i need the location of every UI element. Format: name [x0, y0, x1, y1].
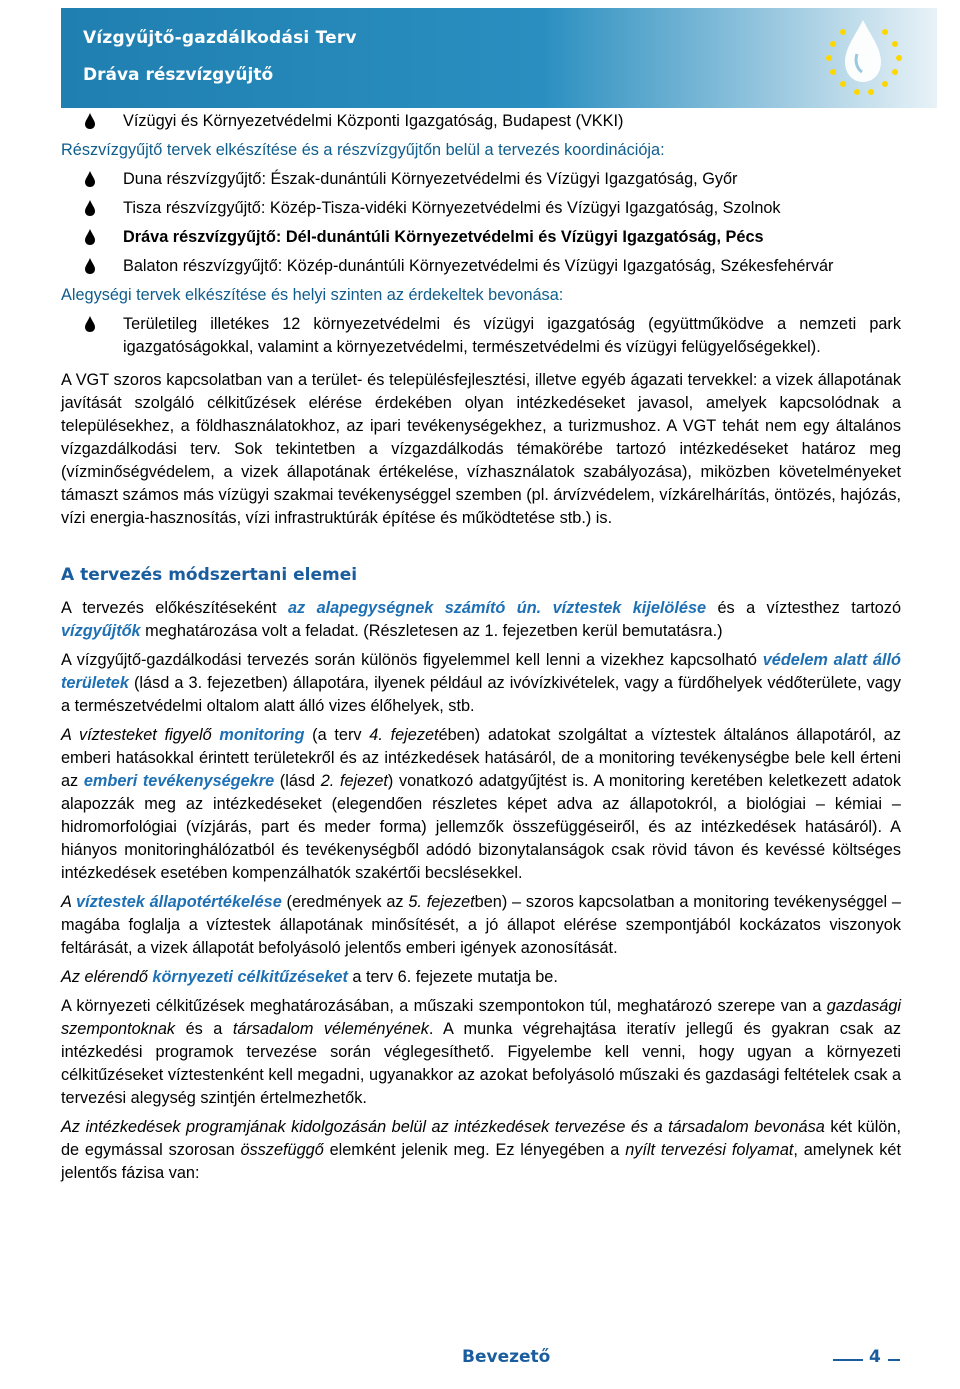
- section-heading: Alegységi tervek elkészítése és helyi szinten az érdekeltek bevonása:: [61, 286, 564, 304]
- paragraph: [61, 966, 901, 989]
- text-run: meghatározása volt a feladat. (Részletesen az 1. fejezetben kerül bemutatásra.): [140, 622, 723, 640]
- emphasis: az alapegységnek számító ún. víztestek kijelölése: [287, 599, 707, 617]
- section-title: A tervezés módszertani elemei: [61, 565, 358, 585]
- paragraph: [61, 891, 901, 960]
- footer-chapter-label: Bevezető: [462, 1347, 551, 1367]
- paragraph: [61, 597, 901, 643]
- text-run: a terv 6. fejezete mutatja be.: [347, 968, 558, 986]
- emphasis: társadalom véleményének: [232, 1020, 429, 1038]
- page-header: [61, 8, 937, 108]
- paragraph: [61, 1116, 901, 1185]
- emphasis: gazdasági szempontoknak: [61, 997, 901, 1038]
- list-item: [61, 313, 901, 359]
- section-heading: Részvízgyűjtő tervek elkészítése és a részvízgyűjtőn belül a tervezés koordinációja:: [61, 141, 665, 159]
- text-run: ben) – szoros kapcsolatban a monitoring tevékenységgel – magába foglalja a víztestek állapotának minősítését, a jó állapot elérése szempontjából kockázatos viszonyok feltárását, a vizek állapotát befolyásoló jelentős emberi igények azonosítását.: [61, 893, 901, 957]
- list-item-text: Balaton részvízgyűjtő: Közép-dunántúli Környezetvédelmi és Vízügyi Igazgatóság, Székesfehérvár: [123, 257, 834, 275]
- document-body: [61, 110, 901, 1191]
- list-item: [61, 226, 901, 249]
- text-run: ében) adatokat szolgáltat a víztestek általános állapotáról, az emberi hatásokkal érintett területekről és az intézkedések hatásáról, de a monitoring tevékenységbe bele kell érteni az: [61, 726, 901, 790]
- text-run: és a víztesthez tartozó: [706, 599, 901, 617]
- emphasis: nyílt tervezési folyamat: [625, 1141, 794, 1159]
- eu-water-drop-logo-icon: [815, 14, 911, 102]
- text-run: és a: [175, 1020, 233, 1038]
- list-item: [61, 110, 901, 133]
- text-run: , amelynek két jelentős fázisa van:: [61, 1141, 901, 1182]
- list-item: [61, 255, 901, 278]
- list-item-text: Tisza részvízgyűjtő: Közép-Tisza-vidéki Környezetvédelmi és Vízügyi Igazgatóság, Szolnok: [123, 199, 781, 217]
- text-run: ) vonatkozó adatgyűjtést is. A monitoring keretében keletkezett adatok alapozzák meg az intézkedéseket (elegendően részletes képet adva az állapotokról, a biológiai – kémiai – hidromorfológiai (vízjárás, part és meder forma) jellemzők összefüggéseiről, és az intézkedések hatásáról). A hiányos monitoringhálózatból és tevékenységből adódó bizonytalanságok csak rövid távon és kevéssé költséges intézkedések esetében kompenzálhatók szakértői becslésekkel.: [61, 772, 901, 882]
- header-title: Vízgyűjtő-gazdálkodási Terv: [83, 28, 357, 48]
- emphasis: víztestek állapotértékelése: [76, 893, 282, 911]
- emphasis: összefüggő: [240, 1141, 324, 1159]
- bullet-drop-icon: [83, 112, 97, 130]
- text-run: Az elérendő: [61, 968, 153, 986]
- list-item-text: Duna részvízgyűjtő: Észak-dunántúli Környezetvédelmi és Vízügyi Igazgatóság, Győr: [123, 170, 738, 188]
- paragraph: [61, 995, 901, 1110]
- list-item: [61, 197, 901, 220]
- text-run: (eredmények az: [281, 893, 409, 911]
- text-run: elemként jelenik meg. Ez lényegében a: [323, 1141, 626, 1159]
- text-run: A: [61, 893, 77, 911]
- text-run: (a terv: [304, 726, 370, 744]
- bullet-drop-icon: [83, 199, 97, 217]
- emphasis: emberi tevékenységekre: [83, 772, 275, 790]
- text-run: A környezeti célkitűzések meghatározásában, a műszaki szempontokon túl, meghatározó szerepe van a: [61, 997, 827, 1015]
- paragraph: A VGT szoros kapcsolatban van a terület- és településfejlesztési, illetve egyéb ágazati tervekkel: a vizek állapotának javítását szolgáló célkitűzések elérése érdekében olyan intézkedéseket javasol, amelyek kapcsolódnak a településekhez, a földhasználatokhoz, az ipari tevékenységekhez, a turizmushoz. A VGT tehát nem egy általános vízgazdálkodási terv. Sok tekintetben a vízgazdálkodás témakörébe tartozó intézkedéseket határoz meg (vízminőségvédelem, a vizek állapotának értékelése, vízhasználatok szabályozása), miközben követelményeket támaszt számos más vízügyi szakmai tevékenységgel szemben (pl. árvízvédelem, vízkárelhárítás, öntözés, hajózás, vízi energia-hasznosítás, vízi infrastruktúrák építése és működtetése stb.) is.: [61, 371, 901, 527]
- bullet-drop-icon: [83, 315, 97, 333]
- emphasis: monitoring: [219, 726, 305, 744]
- paragraph: [61, 724, 901, 885]
- paragraph: [61, 649, 901, 718]
- emphasis: 4. fejezet: [369, 726, 439, 744]
- text-run: (lásd: [274, 772, 321, 790]
- list-item: [61, 168, 901, 191]
- emphasis: 5. fejezet: [408, 893, 475, 911]
- emphasis: Az intézkedések programjának kidolgozásán belül az intézkedések tervezése és a társadalom bevonása: [61, 1118, 825, 1136]
- emphasis: vízgyűjtők: [61, 622, 141, 640]
- header-subtitle: Dráva részvízgyűjtő: [83, 65, 274, 85]
- text-run: A tervezés előkészítéseként: [61, 599, 288, 617]
- page-number: 4: [869, 1347, 881, 1367]
- bullet-drop-icon: [83, 170, 97, 188]
- footer-divider: [888, 1359, 900, 1361]
- emphasis: környezeti célkitűzéseket: [152, 968, 348, 986]
- footer-divider: [833, 1359, 863, 1361]
- text-run: . A munka végrehajtása iteratív jellegű és gyakran csak az intézkedési programok tervezése során véglegesíthető. Figyelembe kell venni, hogy ugyan a környezeti célkitűzéseket víztestenként kell megadni, ugyanakkor az azokat befolyásoló műszaki és gazdasági feltételek csak a tervezési alegység szintjén értelmezhetők.: [61, 1020, 901, 1107]
- list-item-text: Dráva részvízgyűjtő: Dél-dunántúli Környezetvédelmi és Vízügyi Igazgatóság, Pécs: [123, 228, 764, 246]
- text-run: A vízgyűjtő-gazdálkodási tervezés során különös figyelemmel kell lenni a vizekhez kapcsolható: [61, 651, 763, 669]
- bullet-drop-icon: [83, 228, 97, 246]
- emphasis: védelem alatt álló területek: [61, 651, 901, 692]
- bullet-drop-icon: [83, 257, 97, 275]
- list-item-text: Területileg illetékes 12 környezetvédelmi és vízügyi igazgatóság (együttműködve a nemzeti park igazgatóságokkal, valamint a környezetvédelmi, természetvédelmi és vízügyi felügyelőségekkel).: [123, 315, 901, 356]
- text-run: A víztesteket figyelő: [61, 726, 220, 744]
- text-run: (lásd a 3. fejezetben) állapotára, ilyenek például az ivóvízkivételek, vagy a fürdőhelyek védőterülete, vagy a természetvédelmi oltalom alatt álló vizes élőhelyek, stb.: [61, 674, 901, 715]
- emphasis: 2. fejezet: [320, 772, 388, 790]
- text-run: két külön, de egymással szorosan: [61, 1118, 901, 1159]
- list-item-text: Vízügyi és Környezetvédelmi Központi Igazgatóság, Budapest (VKKI): [123, 112, 624, 130]
- page-footer: [0, 1345, 960, 1375]
